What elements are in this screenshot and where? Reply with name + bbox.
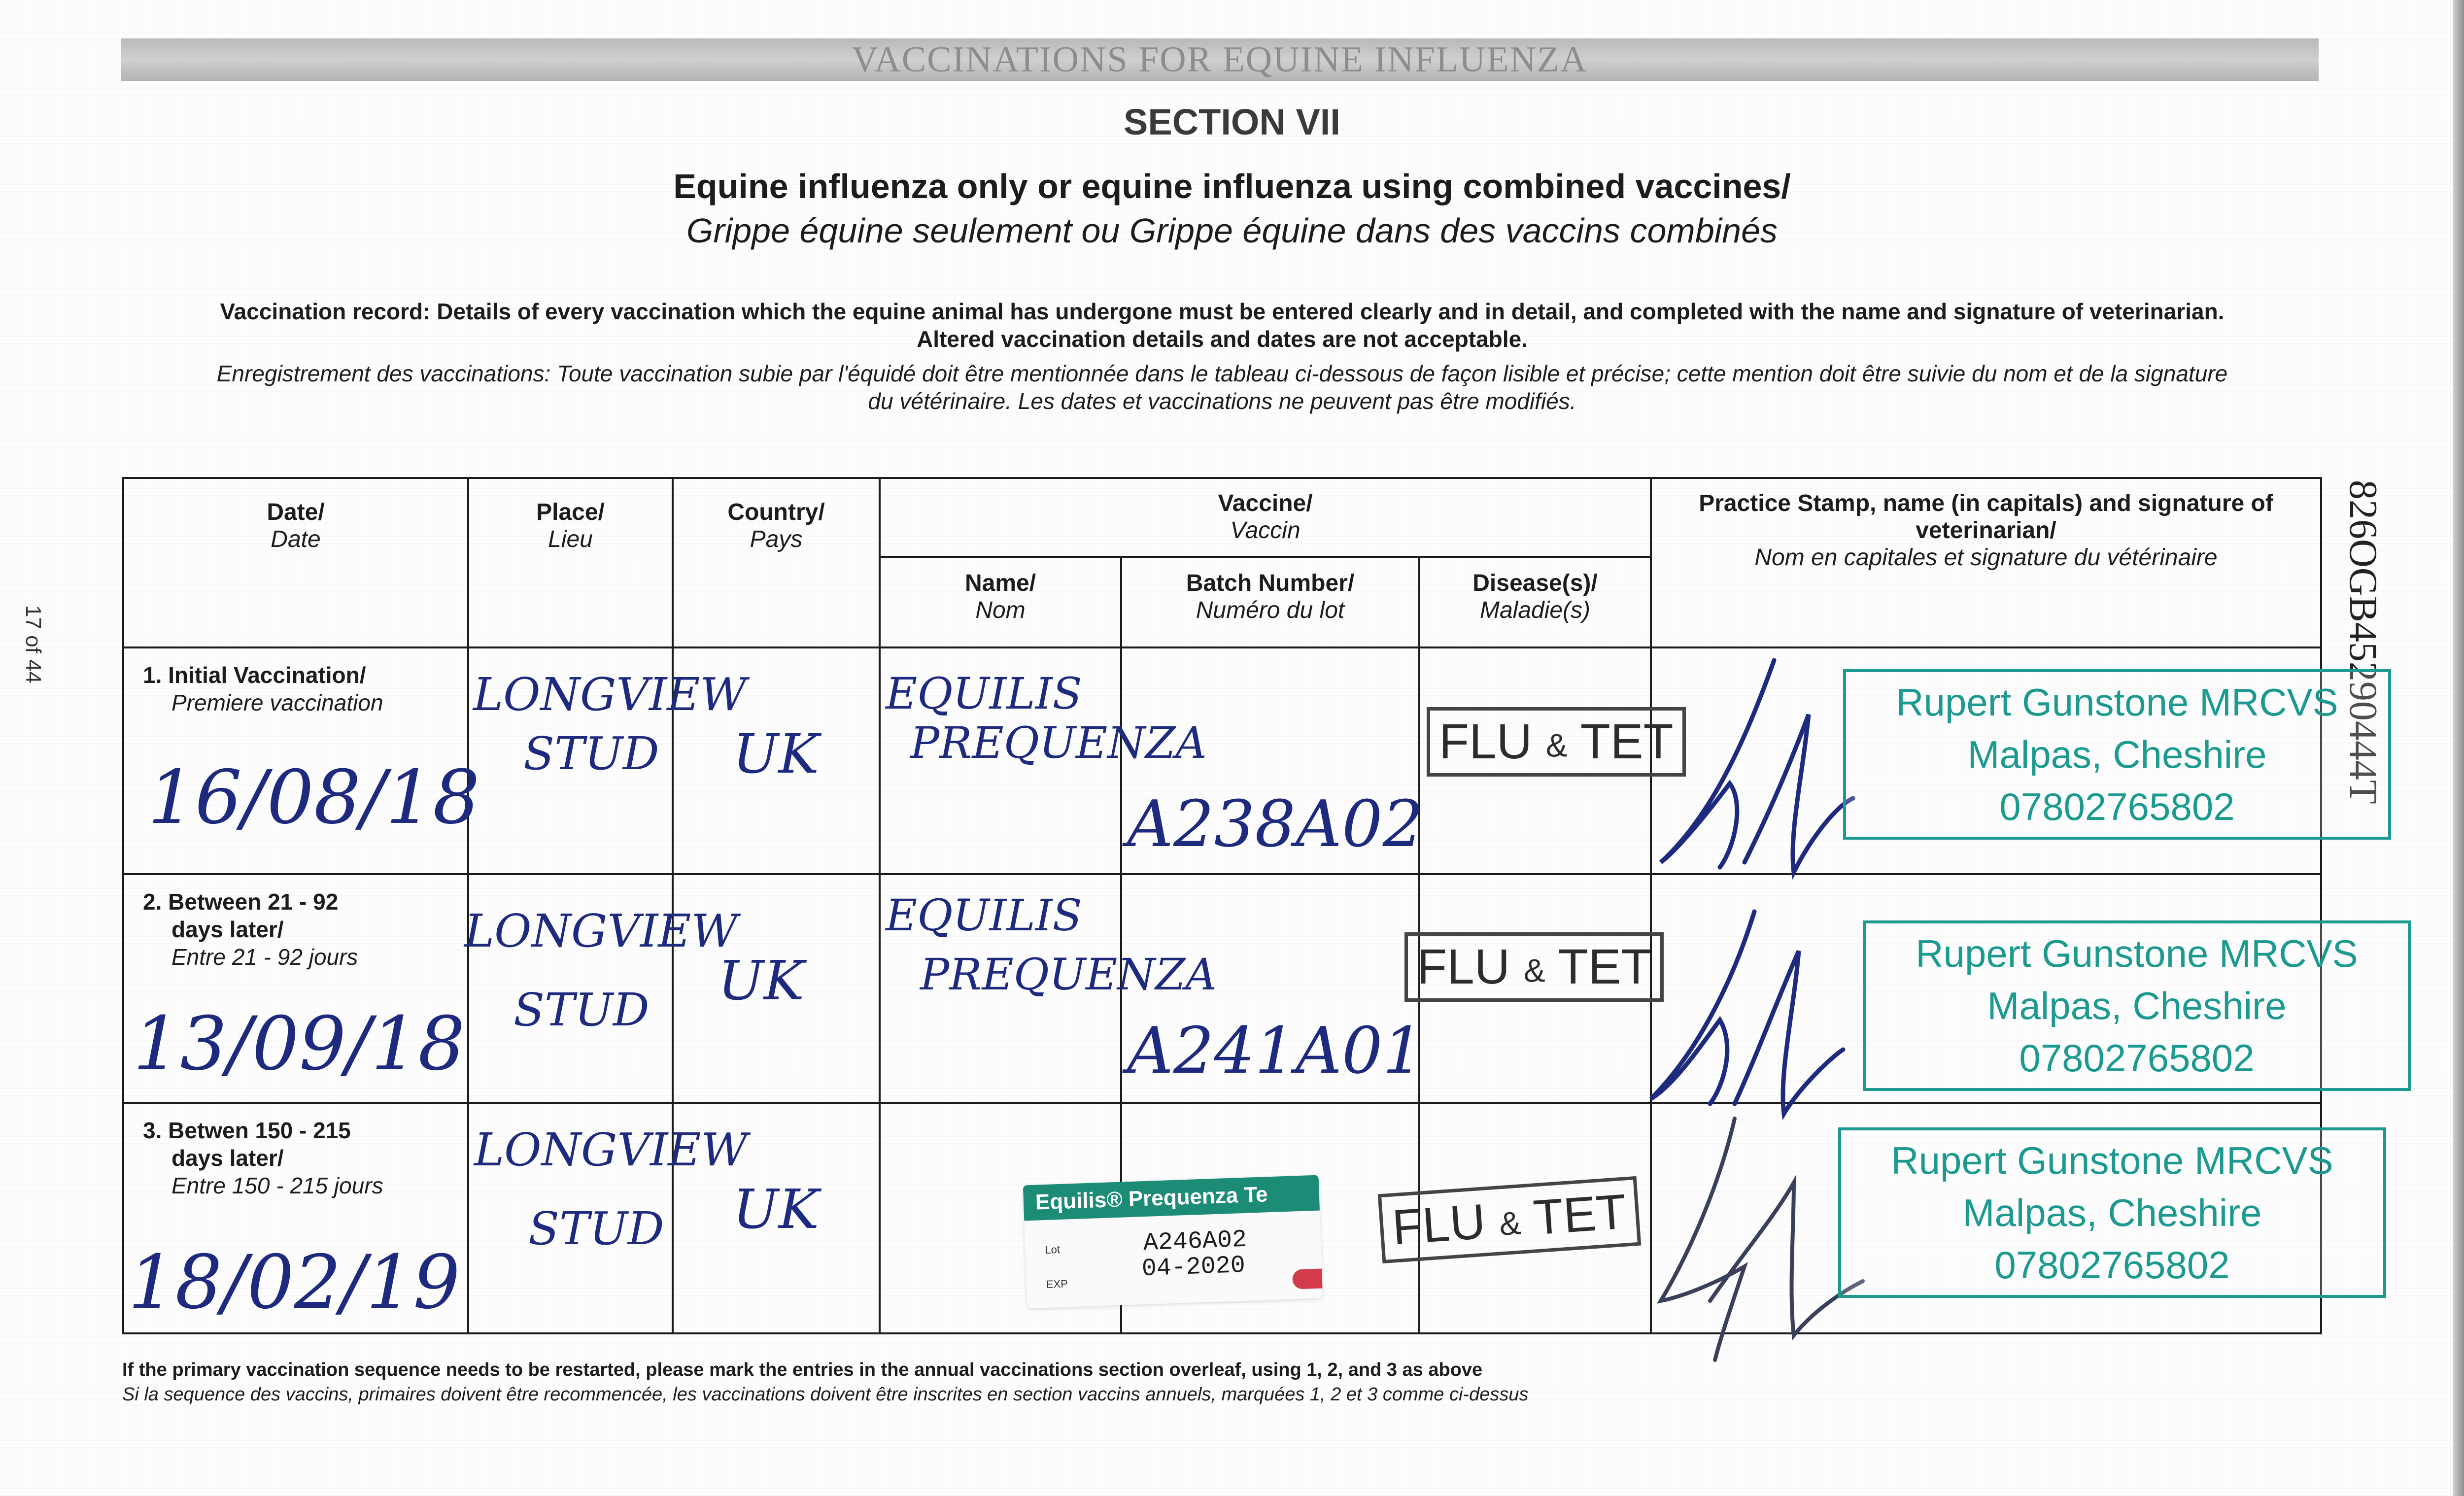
disease-stamp-amp: & — [1523, 952, 1545, 989]
vet-stamp-location: Malpas, Cheshire — [1967, 733, 2267, 776]
disease-stamp-flu: FLU — [1390, 1193, 1487, 1256]
header-place-en: Place/ — [536, 499, 605, 525]
disease-stamp-tet: TET — [1558, 939, 1651, 994]
row-label-en-line-2: days later/ — [171, 917, 284, 942]
vet-stamp-location: Malpas, Cheshire — [1962, 1191, 2262, 1234]
header-batch — [1121, 557, 1419, 647]
vet-practice-stamp — [1863, 920, 2411, 1091]
header-disease-fr: Maladie(s) — [1479, 597, 1591, 623]
handwritten-place-line-1: LONGVIEW — [474, 1123, 748, 1176]
header-disease-en: Disease(s)/ — [1472, 570, 1598, 596]
passport-id: 826OGB45290444T — [2341, 480, 2385, 804]
sticker-corner-mark — [1292, 1268, 1322, 1289]
header-band-text: VACCINATIONS FOR EQUINE INFLUENZA — [852, 39, 1588, 80]
row-label-fr: Entre 21 - 92 jours — [171, 944, 358, 970]
row-label-fr: Premiere vaccination — [171, 690, 383, 715]
intro-english-line-2: Altered vaccination details and dates are not acceptable. — [917, 326, 1528, 352]
vet-stamp-name: Rupert Gunstone MRCVS — [1916, 932, 2358, 975]
disease-stamp-amp: & — [1545, 727, 1568, 764]
header-name-en: Name/ — [964, 570, 1036, 596]
row-1-place-cell — [468, 647, 747, 874]
header-country-en: Country/ — [727, 499, 825, 525]
header-stamp-en-2: veterinarian/ — [1916, 517, 2056, 544]
handwritten-country: UK — [733, 1178, 819, 1241]
handwritten-batch-number: A238A02 — [1127, 786, 1424, 861]
handwritten-vaccine-name-line-2: PREQUENZA — [910, 717, 1207, 768]
row-label-fr: Entre 150 - 215 jours — [171, 1173, 383, 1198]
header-practice-stamp — [1651, 478, 2321, 647]
disease-stamp — [1404, 932, 1664, 1002]
header-vaccine-en: Vaccine/ — [1218, 490, 1313, 516]
vet-stamp-name: Rupert Gunstone MRCVS — [1896, 680, 2338, 724]
header-batch-en: Batch Number/ — [1186, 570, 1355, 596]
handwritten-place-line-1: LONGVIEW — [473, 668, 747, 721]
header-vaccine — [880, 478, 1651, 557]
handwritten-place-line-2: STUD — [523, 727, 659, 780]
header-disease — [1419, 557, 1651, 647]
sticker-brand: Equilis® Prequenza Te — [1023, 1175, 1320, 1221]
sticker-expiry: 04-2020 — [1141, 1251, 1246, 1284]
header-batch-fr: Numéro du lot — [1196, 597, 1345, 623]
header-country-fr: Pays — [750, 526, 803, 552]
row-3-date-cell — [123, 1103, 468, 1333]
disease-stamp-flu: FLU — [1439, 714, 1532, 769]
intro-english-line-1: Vaccination record: Details of every vaccination which the equine animal has undergone must be entered clearly and in detail, and completed with the name and signature of veterinarian. — [220, 299, 2224, 324]
handwritten-vaccine-name-line-1: EQUILIS — [886, 890, 1082, 941]
header-date-fr: Date — [271, 526, 321, 552]
row-2-name-cell — [880, 874, 1217, 1103]
section-title: SECTION VII — [1124, 102, 1340, 142]
vet-practice-stamp — [1838, 1127, 2386, 1298]
header-vaccine-fr: Vaccin — [1230, 517, 1300, 544]
subtitle-english: Equine influenza only or equine influenza using combined vaccines/ — [673, 167, 1791, 205]
handwritten-country: UK — [718, 949, 804, 1012]
vet-stamp-phone: 07802765802 — [1999, 785, 2235, 828]
header-place-fr: Lieu — [548, 526, 593, 552]
header-date-en: Date/ — [267, 499, 325, 525]
disease-stamp-tet: TET — [1531, 1184, 1628, 1246]
row-label-en-line-1: 3. Betwen 150 - 215 — [143, 1118, 351, 1143]
handwritten-date: 18/02/19 — [128, 1240, 460, 1326]
footer-french: Si la sequence des vaccins, primaires doivent être recommencée, les vaccinations doivent être inscrites en section vaccins annuels, marquées 1, 2 et 3 comme ci-dessus — [122, 1384, 1529, 1405]
disease-stamp-flu: FLU — [1417, 939, 1510, 994]
intro-french-line-2: du vétérinaire. Les dates et vaccinations ne peuvent pas être modifiés. — [868, 388, 1576, 414]
disease-stamp-amp: & — [1498, 1204, 1522, 1242]
row-label-en-line-2: days later/ — [171, 1145, 284, 1171]
page-number: 17 of 44 — [21, 605, 45, 684]
vet-stamp-name: Rupert Gunstone MRCVS — [1891, 1139, 2333, 1182]
header-stamp-fr: Nom en capitales et signature du vétérinaire — [1754, 544, 2218, 571]
vet-stamp-phone: 07802765802 — [1994, 1243, 2230, 1287]
row-2-place-cell — [464, 874, 738, 1103]
intro-french — [118, 360, 2326, 415]
row-3-place-cell — [468, 1103, 748, 1333]
handwritten-batch-number: A241A01 — [1127, 1013, 1424, 1088]
footer-english: If the primary vaccination sequence needs to be restarted, please mark the entries in the annual vaccinations section overleaf, using 1, 2, and 3 as above — [122, 1360, 1483, 1380]
row-1-date-cell — [123, 647, 480, 874]
vet-stamp-location: Malpas, Cheshire — [1987, 984, 2287, 1027]
header-stamp-en-1: Practice Stamp, name (in capitals) and signature of — [1699, 490, 2273, 516]
row-label-en-line-1: 2. Between 21 - 92 — [143, 889, 339, 915]
handwritten-place-line-2: STUD — [528, 1202, 664, 1255]
header-band — [121, 38, 2319, 81]
disease-stamp-tet: TET — [1580, 714, 1674, 769]
vet-practice-stamp — [1843, 669, 2391, 840]
row-2-date-cell — [123, 874, 468, 1103]
vet-stamp-phone: 07802765802 — [2019, 1036, 2255, 1080]
header-place — [468, 478, 673, 647]
handwritten-vaccine-name-line-1: EQUILIS — [886, 668, 1082, 719]
header-country — [673, 478, 880, 647]
header-name — [880, 557, 1121, 647]
handwritten-date: 16/08/18 — [148, 755, 480, 841]
sticker-lot-label: Lot — [1044, 1243, 1061, 1257]
sticker-lot-number: A246A02 — [1143, 1225, 1248, 1258]
subtitle-french: Grippe équine seulement ou Grippe équine dans des vaccins combinés — [686, 211, 1778, 250]
header-name-fr: Nom — [975, 597, 1026, 623]
header-date — [123, 478, 468, 647]
intro-english — [118, 298, 2326, 353]
handwritten-date: 13/09/18 — [133, 1001, 465, 1087]
sticker-exp-label: EXP — [1046, 1277, 1068, 1291]
handwritten-vaccine-name-line-2: PREQUENZA — [920, 949, 1217, 1000]
handwritten-place-line-2: STUD — [513, 984, 650, 1036]
row-1-name-cell — [880, 647, 1207, 874]
vaccine-batch-sticker — [1023, 1175, 1323, 1309]
handwritten-country: UK — [733, 722, 819, 785]
handwritten-place-line-1: LONGVIEW — [464, 905, 738, 957]
intro-french-line-1: Enregistrement des vaccinations: Toute vaccination subie par l'équidé doit être mentionnée dans le tableau ci-dessous de façon lisible et précise; cette mention doit être suivie du nom et de la signature — [216, 361, 2228, 386]
row-label-en: 1. Initial Vaccination/ — [143, 662, 366, 688]
